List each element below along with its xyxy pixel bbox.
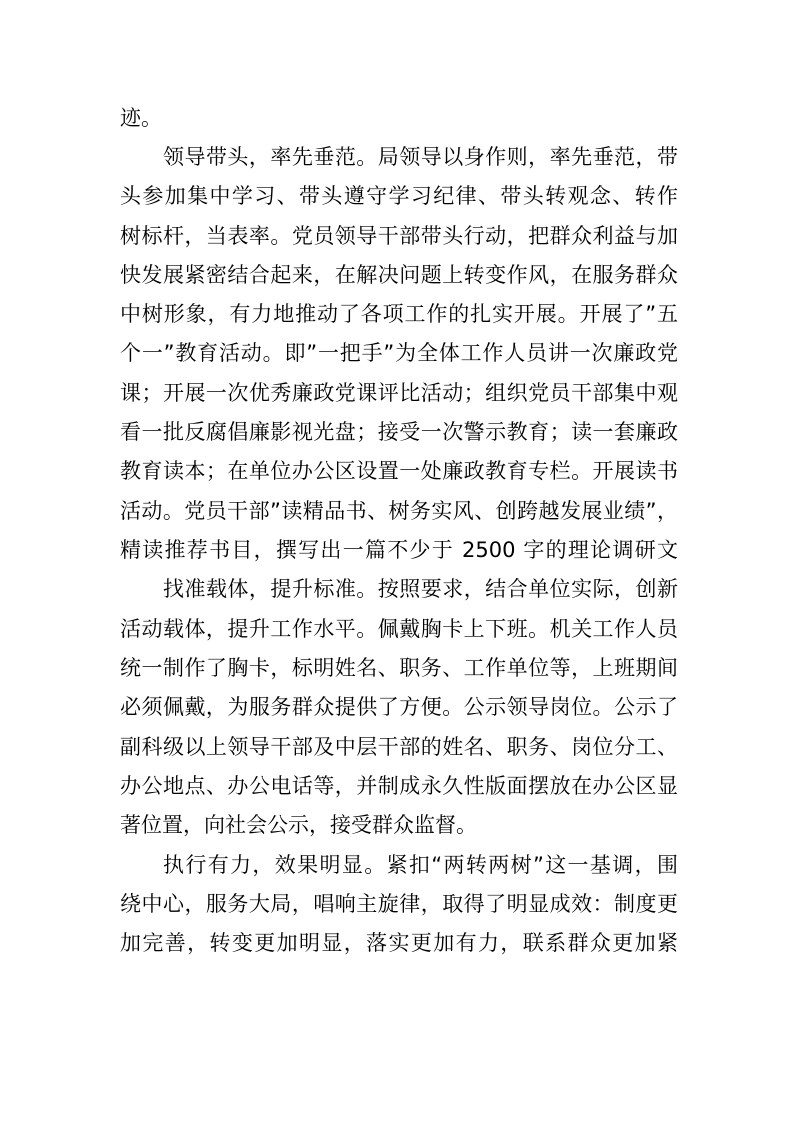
line-text: 领导带头，率先垂范。局领导以身作则，率先垂范，带	[163, 145, 678, 169]
line-text: 看一批反腐倡廉影视光盘；接受一次警示教育；读一套廉政	[120, 420, 678, 444]
text-line	[0, 98, 794, 138]
text-line	[0, 609, 794, 649]
line-text: 活动载体，提升工作水平。佩戴胸卡上下班。机关工作人员	[120, 617, 678, 641]
text-line	[0, 333, 794, 373]
line-text: 著位置，向社会公示，接受群众监督。	[120, 813, 477, 837]
text-line	[0, 294, 794, 334]
line-text: 树标杆，当表率。党员领导干部带头行动，把群众利益与加	[120, 224, 678, 248]
line-text: 加完善，转变更加明显，落实更加有力，联系群众更加紧	[120, 931, 678, 955]
text-line	[0, 923, 794, 963]
text-line	[0, 373, 794, 413]
line-text: 课；开展一次优秀廉政党课评比活动；组织党员干部集中观	[120, 381, 678, 405]
paragraph-start-line	[0, 137, 794, 177]
line-text: 副科级以上领导干部及中层干部的姓名、职务、岗位分工、	[120, 735, 678, 759]
text-line	[0, 687, 794, 727]
line-text: 个一”教育活动。即”一把手”为全体工作人员讲一次廉政党	[120, 341, 678, 365]
text-line	[0, 884, 794, 924]
line-text: 中树形象，有力地推动了各项工作的扎实开展。开展了”五	[120, 302, 678, 326]
line-text: 执行有力，效果明显。紧扣“两转两树”这一基调，围	[163, 853, 678, 877]
line-text: 头参加集中学习、带头遵守学习纪律、带头转观念、转作	[120, 184, 678, 208]
line-text: 活动。党员干部”读精品书、树务实风、创跨越发展业绩”，	[120, 499, 678, 523]
line-text: 找准载体，提升标准。按照要求，结合单位实际，创新	[163, 577, 678, 601]
text-line	[0, 530, 794, 570]
text-line	[0, 805, 794, 845]
line-text: 教育读本；在单位办公区设置一处廉政教育专栏。开展读书	[120, 459, 678, 483]
text-line	[0, 216, 794, 256]
text-line	[0, 255, 794, 295]
text-line	[0, 176, 794, 216]
paragraph-start-line	[0, 569, 794, 609]
text-line	[0, 648, 794, 688]
paragraph-start-line	[0, 845, 794, 885]
text-line	[0, 451, 794, 491]
line-text: 精读推荐书目，撰写出一篇不少于 2500 字的理论调研文	[120, 538, 678, 562]
line-text: 绕中心，服务大局，唱响主旋律，取得了明显成效：制度更	[120, 892, 678, 916]
text-line	[0, 727, 794, 767]
text-line	[0, 766, 794, 806]
line-text: 办公地点、办公电话等，并制成永久性版面摆放在办公区显	[120, 774, 678, 798]
line-text: 迹。	[120, 106, 162, 130]
line-text: 统一制作了胸卡，标明姓名、职务、工作单位等，上班期间	[120, 656, 678, 680]
line-text: 快发展紧密结合起来，在解决问题上转变作风，在服务群众	[120, 263, 678, 287]
line-text: 必须佩戴，为服务群众提供了方便。公示领导岗位。公示了	[120, 695, 678, 719]
text-line	[0, 491, 794, 531]
text-line	[0, 412, 794, 452]
